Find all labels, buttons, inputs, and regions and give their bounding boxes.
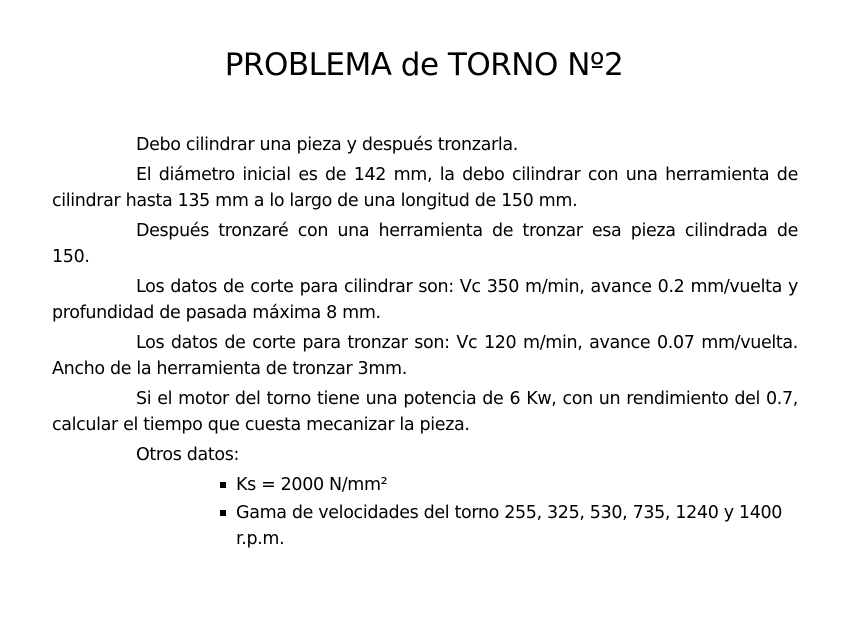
list-item xyxy=(220,472,798,498)
paragraph-tronzar: Después tronzaré con una herramienta de tronzar esa pieza cilindrada de 150. xyxy=(52,221,798,267)
problem-body xyxy=(52,132,798,554)
paragraph-other-data: Otros datos: xyxy=(136,445,240,465)
slide-title: PROBLEMA de TORNO Nº2 xyxy=(224,47,624,83)
list-item-text: Gama de velocidades del torno 255, 325, 530, 735, 1240 y 1400 r.p.m. xyxy=(236,503,783,549)
square-bullet-icon xyxy=(220,482,226,488)
paragraph-diameter: El diámetro inicial es de 142 mm, la debo cilindrar con una herramienta de cilindrar hasta 135 mm a lo largo de una longitud de 150 mm. xyxy=(52,165,798,211)
paragraph-motor: Si el motor del torno tiene una potencia de 6 Kw, con un rendimiento del 0.7, calcular el tiempo que cuesta mecanizar la pieza. xyxy=(52,389,798,435)
paragraph-cutting-data-cilindrar: Los datos de corte para cilindrar son: Vc 350 m/min, avance 0.2 mm/vuelta y profundidad de pasada máxima 8 mm. xyxy=(52,277,798,323)
list-item xyxy=(220,500,798,552)
other-data-list xyxy=(52,472,798,552)
square-bullet-icon xyxy=(220,510,226,516)
paragraph-intro: Debo cilindrar una pieza y después tronzarla. xyxy=(136,135,518,155)
list-item-text: Ks = 2000 N/mm² xyxy=(236,475,388,495)
paragraph-cutting-data-tronzar: Los datos de corte para tronzar son: Vc 120 m/min, avance 0.07 mm/vuelta. Ancho de la herramienta de tronzar 3mm. xyxy=(52,333,798,379)
